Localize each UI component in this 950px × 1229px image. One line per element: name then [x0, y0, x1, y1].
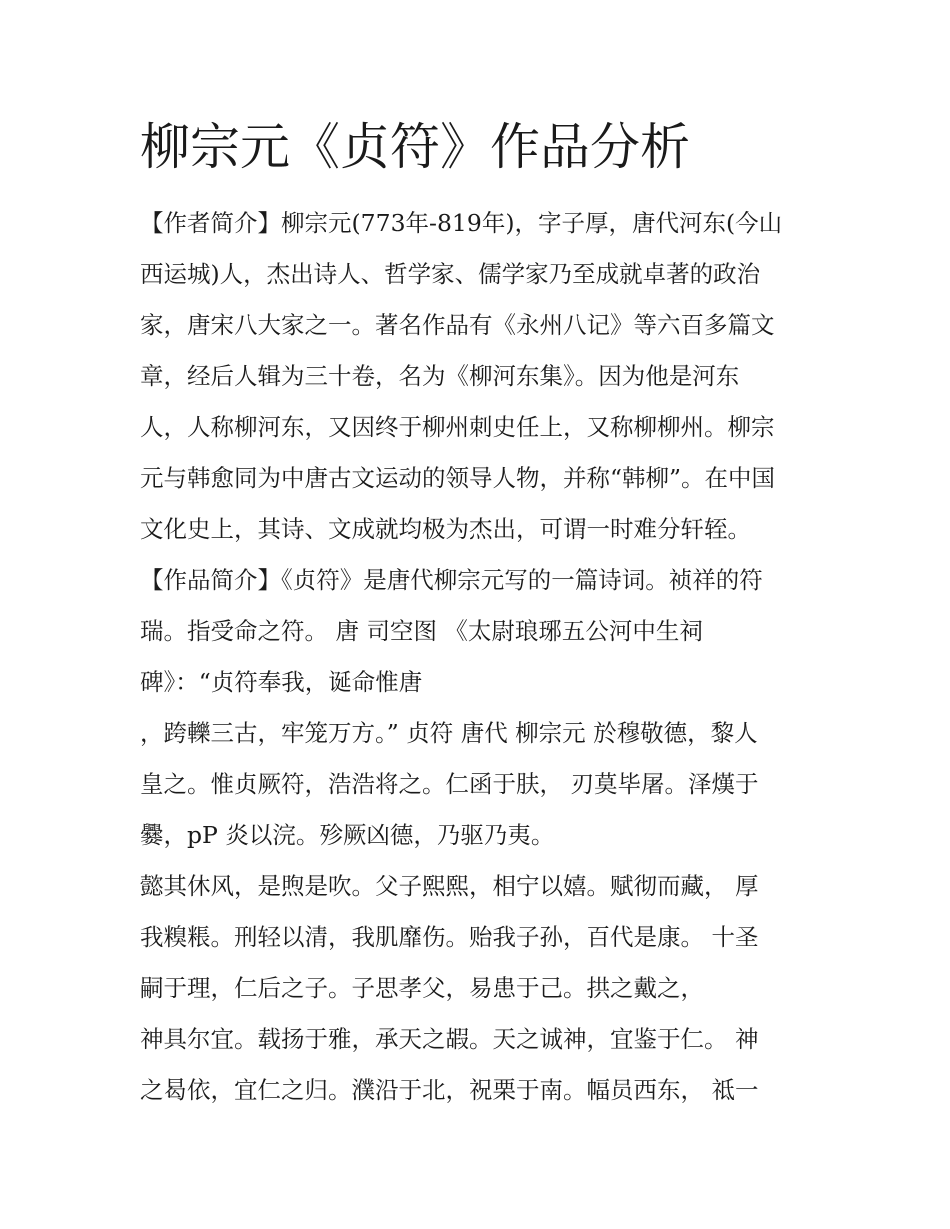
text-line: 碑》：“贞符奉我，诞命惟唐 [140, 668, 423, 696]
text-line: 我糗粻。刑轻以清，我肌靡伤。贻我子孙，百代是康。 十圣 [140, 923, 759, 951]
text-line: 瑞。指受命之符。 唐 司空图 《太尉琅琊五公河中生祠 [140, 617, 703, 645]
text-line: 懿其休风，是煦是吹。父子熙熙，相宁以嬉。赋彻而藏， 厚 [140, 872, 759, 900]
text-line: 【作者简介】柳宗元(773年-819年)，字子厚，唐代河东(今山 [140, 209, 783, 237]
text-line: 嗣于理，仁后之子。子思孝父，易患于己。拱之戴之， [140, 974, 704, 1002]
text-line: 爨，pP 炎以浣。殄厥凶德，乃驱乃夷。 [140, 821, 555, 849]
text-line: 章，经后人辑为三十卷，名为《柳河东集》。因为他是河东 [140, 362, 740, 390]
text-line: 家，唐宋八大家之一。著名作品有《永州八记》等六百多篇文 [140, 311, 775, 339]
text-line: 西运城)人，杰出诗人、哲学家、儒学家乃至成就卓著的政治 [140, 260, 761, 288]
text-line: 之曷依，宜仁之归。濮沿于北，祝栗于南。幅员西东， 祗一 [140, 1076, 759, 1104]
text-line: 皇之。惟贞厥符，浩浩将之。仁函于肤， 刃莫毕屠。泽熯于 [140, 770, 759, 798]
text-line: 人，人称柳河东，又因终于柳州刺史任上，又称柳柳州。柳宗 [140, 413, 775, 441]
text-line: 神具尔宜。载扬于雅，承天之嘏。天之诚神，宜鉴于仁。 神 [140, 1025, 759, 1053]
text-line: ，跨轢三古，牢笼万方。” 贞符 唐代 柳宗元 於穆敬德，黎人 [140, 719, 758, 747]
text-line: 【作品简介】《贞符》是唐代柳宗元写的一篇诗词。祯祥的符 [140, 566, 763, 594]
text-line: 文化史上，其诗、文成就均极为杰出，可谓一时难分轩轾。 [140, 515, 751, 543]
page-title: 柳宗元《贞符》作品分析 [140, 118, 690, 176]
text-line: 元与韩愈同为中唐古文运动的领导人物，并称“韩柳”。在中国 [140, 464, 776, 492]
article-body [140, 198, 820, 1116]
